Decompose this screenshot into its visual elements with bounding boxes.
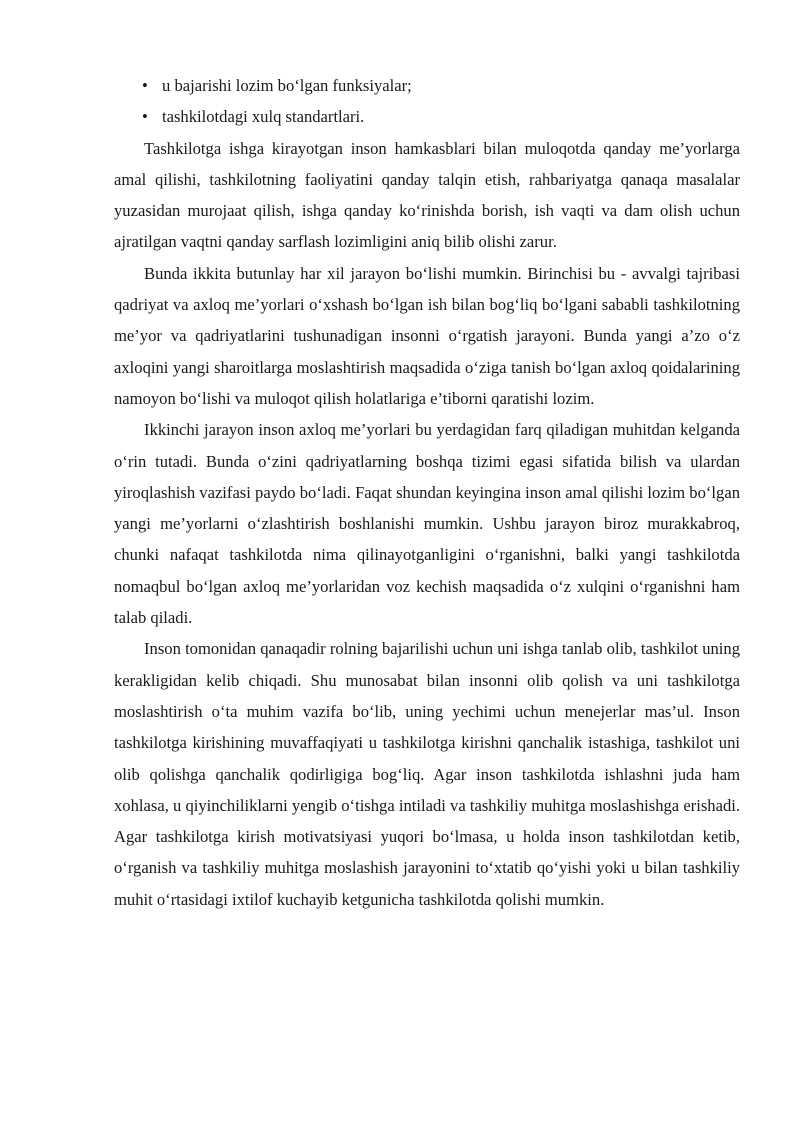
bullet-item: [114, 70, 740, 101]
bullet-icon: •: [142, 107, 148, 127]
bullet-text: u bajarishi lozim bo‘lgan funksiyalar;: [162, 76, 412, 95]
bullet-list: [114, 70, 740, 133]
bullet-item: [114, 101, 740, 132]
paragraph: Bunda ikkita butunlay har xil jarayon bo‘lishi mumkin. Birinchisi bu - avvalgi tajribasi qadriyat va axloq me’yorlari o‘xshash bo‘lgan ish bilan bog‘liq bo‘lgani sababli tashkilotning me’yor va qadriyatlarini tushunadigan insonni o‘rgatish jarayoni. Bunda yangi a’zo o‘z axloqini yangi sharoitlarga moslashtirish maqsadida o‘ziga tanish bo‘lgan axloq qoidalarining namoyon bo‘lishi va muloqot qilish holatlariga e’tiborni qaratishi lozim.: [114, 263, 740, 408]
document-page: [114, 70, 740, 915]
paragraph: Ikkinchi jarayon inson axloq me’yorlari bu yerdagidan farq qiladigan muhitdan kelganda o‘rin tutadi. Bunda o‘zini qadriyatlarning boshqa tizimi egasi sifatida bilish va ulardan yiroqlashish vazifasi paydo bo‘ladi. Faqat shundan keyingina inson amal qilishi lozim bo‘lgan yangi me’yorlarni o‘zlashtirish boshlanishi mumkin. Ushbu jarayon biroz murakkabroq, chunki nafaqat tashkilotda nima qilinayotganligini o‘rganishni, balki yangi tashkilotda nomaqbul bo‘lgan axloq me’yorlaridan voz kechish maqsadida o‘z xulqini o‘rganishni ham talab qiladi.: [114, 420, 740, 628]
paragraph: Inson tomonidan qanaqadir rolning bajarilishi uchun uni ishga tanlab olib, tashkilot uning kerakligidan kelib chiqadi. Shu munosabat bilan insonni olib qolish va uni tashkilotga moslashtirish o‘ta muhim vazifa bo‘lib, uning yechimi uchun menejerlar mas’ul. Inson tashkilotga kirishining muvaffaqiyati u tashkilotga kirishni qanchalik istashiga, tashkilot uni olib qolishga qanchalik qodirligiga bog‘liq. Agar inson tashkilotda ishlashni juda ham xohlasa, u qiyinchiliklarni yengib o‘tishga intiladi va tashkiliy muhitga moslashishga erishadi. Agar tashkilotga kirish motivatsiyasi yuqori bo‘lmasa, u holda inson tashkilotdan ketib, o‘rganish va tashkiliy muhitga moslashish jarayonini to‘xtatib qo‘yishi yoki u bilan tashkiliy muhit o‘rtasidagi ixtilof kuchayib ketgunicha tashkilotda qolishi mumkin.: [114, 639, 740, 909]
paragraph: Tashkilotga ishga kirayotgan inson hamkasblari bilan muloqotda qanday me’yorlarga amal qilishi, tashkilotning faoliyatini qanday talqin etish, rahbariyatga qanaqa masalalar yuzasidan murojaat qilish, ishga qanday ko‘rinishda borish, ish vaqti va dam olish uchun ajratilgan vaqtni qanday sarflash lozimligini aniq bilib olishi zarur.: [114, 138, 740, 252]
bullet-text: tashkilotdagi xulq standartlari.: [162, 107, 365, 127]
bullet-icon: •: [142, 76, 148, 95]
